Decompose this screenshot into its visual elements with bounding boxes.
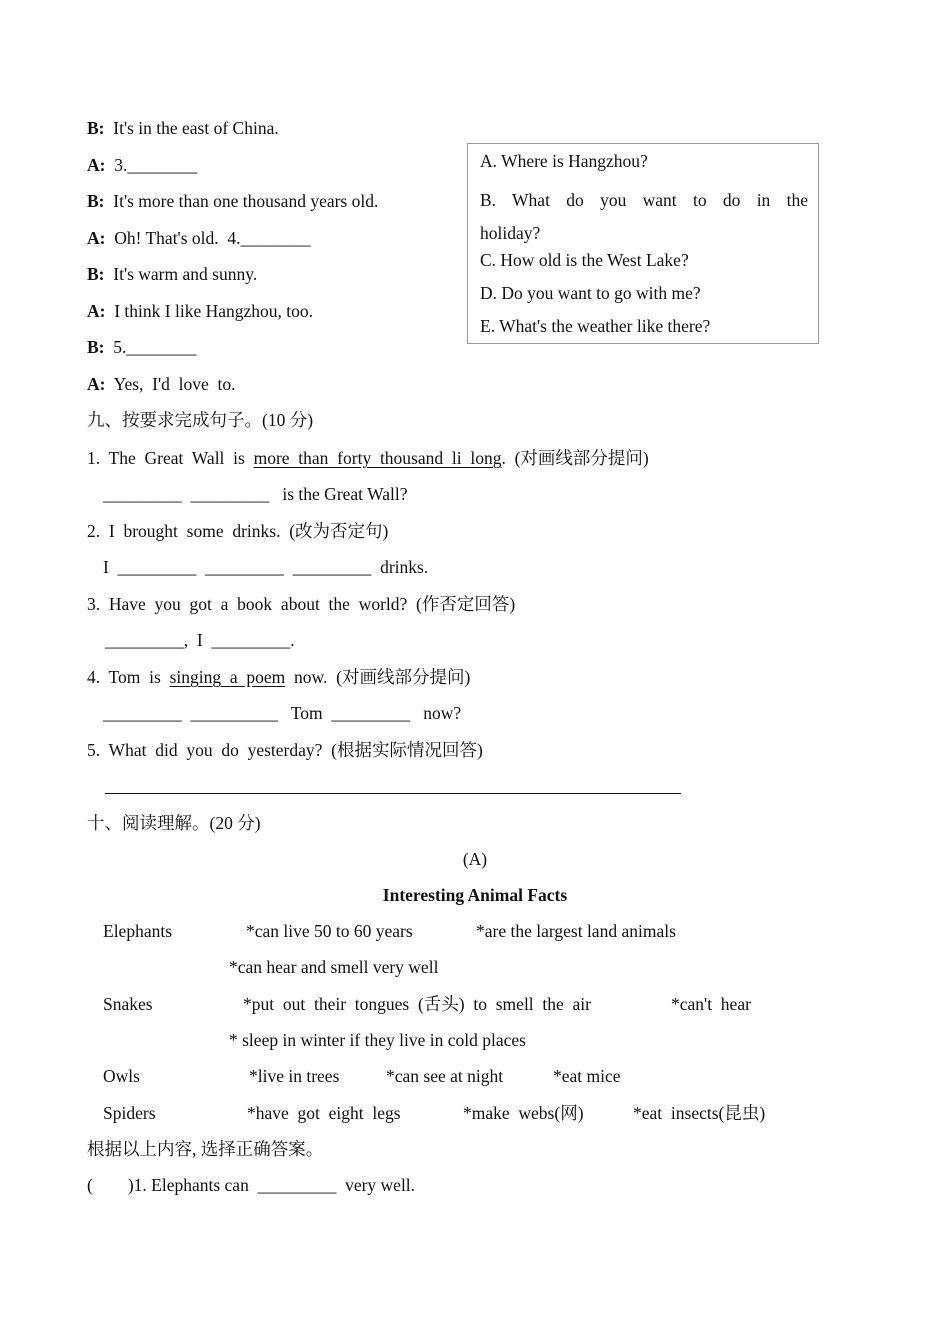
q4-prefix: 4. Tom is	[87, 667, 170, 687]
q4-suffix: now. (对画线部分提问)	[285, 667, 471, 687]
dialogue-text: Oh! That's old. 4.________	[114, 228, 311, 248]
spider-fact-2: *make webs(网)	[463, 1103, 584, 1123]
animal-name-snakes: Snakes	[103, 994, 153, 1014]
dialogue-text: I think I like Hangzhou, too.	[114, 301, 313, 321]
option-c: C. How old is the West Lake?	[480, 250, 689, 270]
q1-prefix: 1. The Great Wall is	[87, 448, 254, 468]
owl-fact-1: *live in trees	[249, 1066, 340, 1086]
dialogue-text: 3.________	[114, 155, 198, 175]
reading-question-1	[87, 1174, 415, 1196]
speaker-label: B:	[87, 264, 105, 284]
option-e: E. What's the weather like there?	[480, 316, 711, 336]
dialogue-line-8	[87, 373, 236, 395]
question-text: 1. Elephants can _________ very well.	[133, 1175, 416, 1195]
dialogue-line-2	[87, 154, 197, 176]
animal-name-owls: Owls	[103, 1066, 140, 1086]
question-9-5: 5. What did you do yesterday? (根据实际情况回答)	[87, 740, 483, 760]
dialogue-line-7	[87, 336, 196, 358]
dialogue-text: 5.________	[113, 337, 197, 357]
question-9-3: 3. Have you got a book about the world? (作否定回答)	[87, 594, 516, 614]
spider-fact-3: *eat insects(昆虫)	[633, 1103, 766, 1123]
q1-underlined: more than forty thousand li long	[253, 448, 502, 468]
q1-suffix: . (对画线部分提问)	[501, 448, 649, 468]
passage-part-label: (A)	[462, 849, 488, 869]
elephant-fact-3: *can hear and smell very well	[229, 957, 439, 977]
option-b-line1: B. What do you want to do in the	[480, 190, 808, 210]
question-9-4	[87, 666, 470, 688]
dialogue-text: It's warm and sunny.	[113, 264, 258, 284]
answer-9-1: _________ _________ is the Great Wall?	[103, 484, 408, 504]
answer-9-4: _________ __________ Tom _________ now?	[103, 703, 462, 723]
speaker-label: A:	[87, 301, 106, 321]
passage-title: Interesting Animal Facts	[382, 885, 568, 905]
speaker-label: B:	[87, 337, 105, 357]
question-9-1	[87, 447, 649, 469]
reading-instruction: 根据以上内容, 选择正确答案。	[87, 1139, 324, 1159]
answer-9-3: _________, I _________.	[105, 630, 295, 650]
dialogue-line-6	[87, 300, 313, 322]
section-9-heading: 九、按要求完成句子。(10 分)	[87, 410, 314, 430]
question-9-2: 2. I brought some drinks. (改为否定句)	[87, 521, 389, 541]
dialogue-line-1	[87, 117, 279, 139]
dialogue-text: It's more than one thousand years old.	[113, 191, 379, 211]
options-box	[467, 143, 819, 344]
option-b-line2: holiday?	[480, 223, 541, 243]
answer-line-9-5	[105, 793, 681, 794]
section-10-heading: 十、阅读理解。(20 分)	[87, 813, 261, 833]
answer-9-2: I _________ _________ _________ drinks.	[103, 557, 429, 577]
dialogue-line-4	[87, 227, 311, 249]
owl-fact-2: *can see at night	[386, 1066, 504, 1086]
answer-paren: ( )	[87, 1175, 134, 1195]
snake-fact-2: *can't hear	[671, 994, 751, 1014]
elephant-fact-2: *are the largest land animals	[476, 921, 676, 941]
owl-fact-3: *eat mice	[553, 1066, 621, 1086]
dialogue-text: It's in the east of China.	[113, 118, 279, 138]
animal-name-elephants: Elephants	[103, 921, 173, 941]
snake-fact-3: * sleep in winter if they live in cold places	[229, 1030, 526, 1050]
option-a: A. Where is Hangzhou?	[480, 151, 648, 171]
speaker-label: A:	[87, 155, 106, 175]
dialogue-line-3	[87, 190, 378, 212]
elephant-fact-1: *can live 50 to 60 years	[246, 921, 413, 941]
speaker-label: A:	[87, 228, 106, 248]
spider-fact-1: *have got eight legs	[247, 1103, 401, 1123]
option-d: D. Do you want to go with me?	[480, 283, 701, 303]
speaker-label: A:	[87, 374, 106, 394]
snake-fact-1: *put out their tongues (舌头) to smell the air	[243, 994, 592, 1014]
q4-underlined: singing a poem	[169, 667, 286, 687]
speaker-label: B:	[87, 191, 105, 211]
animal-name-spiders: Spiders	[103, 1103, 156, 1123]
speaker-label: B:	[87, 118, 105, 138]
dialogue-text: Yes, I'd love to.	[113, 374, 236, 394]
dialogue-line-5	[87, 263, 257, 285]
